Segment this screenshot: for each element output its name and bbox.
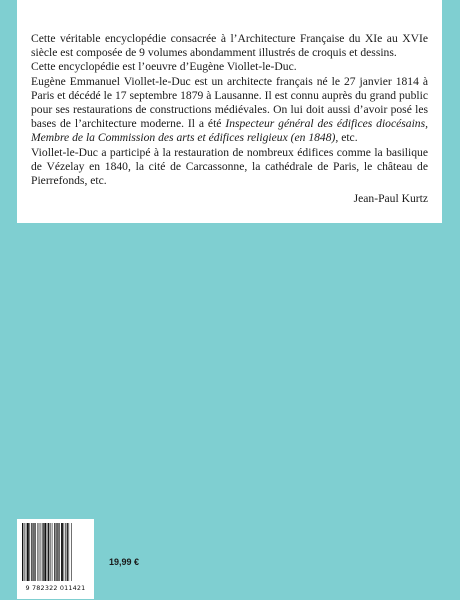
biography-etc: etc. [341, 131, 358, 145]
isbn-barcode [17, 519, 94, 599]
biography-paragraph [31, 75, 428, 146]
back-cover-text-panel [17, 0, 442, 223]
author-line: Cette encyclopédie est l’oeuvre d’Eugène Viollet-le-Duc. [31, 60, 297, 74]
price-currency: € [134, 557, 140, 567]
price-label [109, 557, 139, 567]
price-value: 19,99 [109, 557, 132, 567]
biography-text: Eugène Emmanuel Viollet-le-Duc est un architecte français né le 27 janvier 1814 à Paris et décédé le 17 septembre 1879 à Lausanne. Il est connu auprès du grand public pour ses restaurations de constructions médiévales. On lui doit aussi d’avoir posé les bases de l’architecture moderne. Il a été [31, 74, 428, 131]
biography-titles: Inspecteur général des édifices diocésains, Membre de la Commission des arts et édifices religieux (en 1848), [31, 117, 428, 145]
intro-paragraph: Cette véritable encyclopédie consacrée à l’Architecture Française du XIe au XVIe siècle est composée de 9 volumes abondamment illustrés de croquis et dessins. [31, 32, 428, 60]
signature: Jean-Paul Kurtz [353, 192, 428, 206]
restorations-paragraph: Viollet-le-Duc a participé à la restauration de nombreux édifices comme la basilique de Vézelay en 1840, la cité de Carcassonne, la cathédrale de Paris, le château de Pierrefonds, etc. [31, 145, 428, 188]
isbn-number: 9 782322 011421 [25, 584, 86, 592]
barcode-bars [21, 523, 90, 583]
